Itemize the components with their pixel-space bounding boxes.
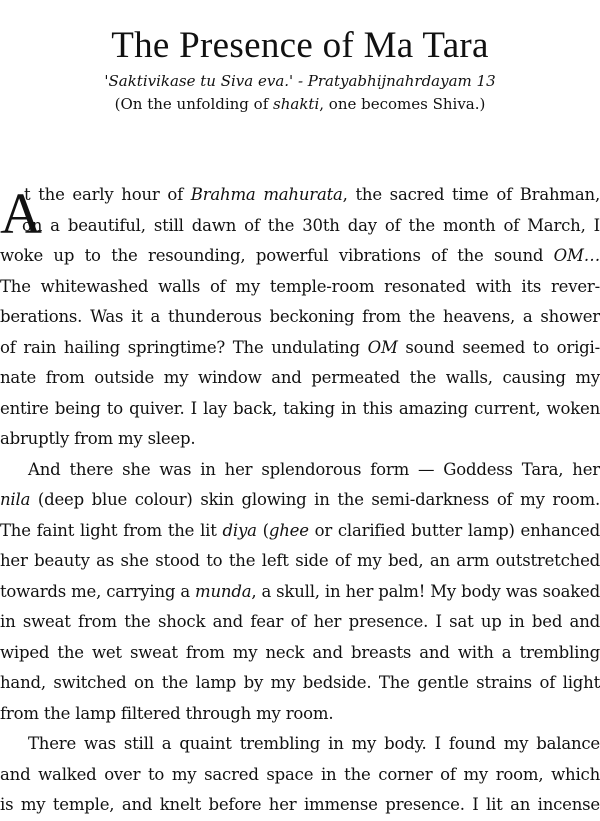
line-italic: Brahma mahurata: [190, 185, 343, 204]
translation-pre: (On the unfolding of: [114, 95, 274, 113]
text-line: [0, 485, 600, 516]
line-italic: OM: [367, 337, 398, 357]
text-line: [0, 455, 600, 486]
text-line: [0, 272, 600, 303]
line-segment: (: [256, 520, 269, 540]
text-line: [0, 699, 600, 730]
line-segment: The faint light from the lit: [0, 520, 223, 540]
translation-italic: shakti: [273, 95, 320, 113]
line-segment: , a skull, in her palm! My body was soaked: [251, 581, 600, 601]
text-line: [0, 668, 600, 699]
text-line: [0, 760, 600, 791]
line-segment: There was still a quaint trembling in my body. I found my balance: [28, 734, 600, 753]
text-line: [0, 638, 600, 669]
text-line: [0, 577, 600, 608]
line-segment: her beauty as she stood to the left side of my bed, an arm outstretched: [0, 551, 600, 570]
line-italic: OM…: [553, 246, 600, 265]
epigraph-quote: 'Saktivikase tu Siva eva.' - Pratyabhijnahrdayam 13: [104, 72, 496, 90]
text-line: [0, 302, 600, 333]
translation-post: , one becomes Shiva.): [319, 95, 486, 113]
line-segment: towards me, carrying a: [0, 581, 196, 601]
body-text: [0, 180, 600, 821]
line-segment: and walked over to my sacred space in the corner of my room, which: [0, 764, 600, 784]
line-segment: abruptly from my sleep.: [0, 429, 196, 448]
line-italic: ghee: [268, 520, 309, 540]
chapter-title: The Presence of Ma Tara: [111, 24, 489, 66]
text-line: [0, 180, 600, 211]
text-line: [0, 790, 600, 821]
text-line: [0, 394, 600, 425]
text-line: [0, 241, 600, 272]
text-line: [0, 729, 600, 760]
line-segment: of rain hailing springtime? The undulating: [0, 337, 368, 357]
line-segment: from the lamp filtered through my room.: [0, 703, 334, 723]
line-segment: , the sacred time of Brahman,: [342, 185, 600, 204]
text-line: [0, 516, 600, 547]
text-line: [0, 607, 600, 638]
line-segment: woke up to the resounding, powerful vibrations of the sound: [0, 246, 554, 265]
line-segment: in sweat from the shock and fear of her presence. I sat up in bed and: [0, 612, 600, 631]
text-line: [0, 211, 600, 242]
line-segment: nate from outside my window and permeated the walls, causing my: [0, 368, 600, 387]
line-segment: entire being to quiver. I lay back, taking in this amazing current, woken: [0, 398, 600, 418]
line-segment: hand, switched on the lamp by my bedside. The gentle strains of light: [0, 673, 600, 692]
text-line: [0, 546, 600, 577]
line-segment: is my temple, and knelt before her immense presence. I lit an incense: [0, 795, 600, 814]
line-segment: on a beautiful, still dawn of the 30th day of the month of March, I: [22, 215, 600, 235]
line-italic: diya: [222, 520, 257, 540]
text-line: [0, 424, 600, 455]
line-segment: or clarified butter lamp) enhanced: [308, 520, 600, 540]
line-italic: nila: [0, 490, 31, 509]
epigraph-translation: [0, 93, 600, 116]
line-segment: t the early hour of: [24, 185, 191, 204]
line-segment: The whitewashed walls of my temple-room resonated with its rever-: [0, 276, 600, 296]
text-line: [0, 363, 600, 394]
text-line: [0, 333, 600, 364]
line-segment: And there she was in her splendorous form — Goddess Tara, her: [28, 459, 600, 479]
drop-cap: A: [0, 181, 42, 246]
line-segment: sound seemed to origi-: [397, 337, 600, 357]
epigraph: [0, 70, 600, 116]
line-segment: berations. Was it a thunderous beckoning from the heavens, a shower: [0, 307, 600, 326]
line-segment: wiped the wet sweat from my neck and breasts and with a trembling: [0, 642, 600, 662]
line-segment: (deep blue colour) skin glowing in the semi-darkness of my room.: [30, 490, 600, 509]
line-italic: munda: [195, 581, 252, 601]
